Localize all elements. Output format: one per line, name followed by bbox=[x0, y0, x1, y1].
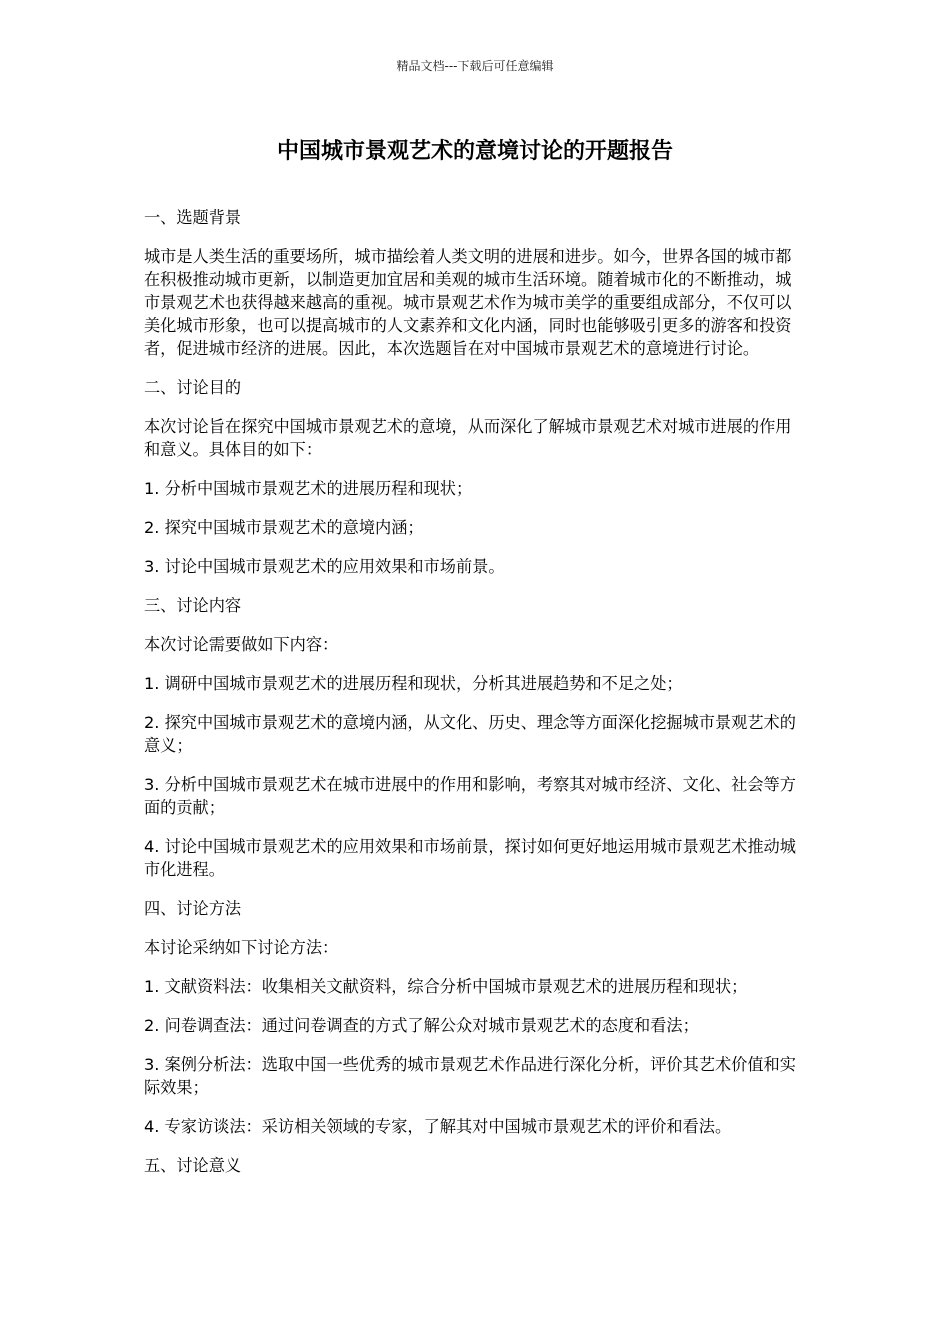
paragraph-methods: 本讨论采纳如下讨论方法： bbox=[144, 938, 339, 957]
header-note: 精品文档---下载后可任意编辑 bbox=[396, 59, 554, 73]
method-item-4: 4. 专家访谈法：采访相关领域的专家，了解其对中国城市景观艺术的评价和看法。 bbox=[144, 1117, 732, 1136]
method-item-3: 3. 案例分析法：选取中国一些优秀的城市景观艺术作品进行深化分析，评价其艺术价值和实际效果； bbox=[144, 1055, 796, 1097]
purpose-item-2: 2. 探究中国城市景观艺术的意境内涵； bbox=[144, 518, 424, 537]
purpose-item-1: 1. 分析中国城市景观艺术的进展历程和现状； bbox=[144, 479, 473, 498]
content-item-3: 3. 分析中国城市景观艺术在城市进展中的作用和影响，考察其对城市经济、文化、社会等方面的贡献； bbox=[144, 775, 796, 817]
paragraph-background: 城市是人类生活的重要场所，城市描绘着人类文明的进展和进步。如今，世界各国的城市都在积极推动城市更新，以制造更加宜居和美观的城市生活环境。随着城市化的不断推动，城市景观艺术也获得越来越高的重视。城市景观艺术作为城市美学的重要组成部分，不仅可以美化城市形象，也可以提高城市的人文素养和文化内涵，同时也能够吸引更多的游客和投资者，促进城市经济的进展。因此，本次选题旨在对中国城市景观艺术的意境进行讨论。 bbox=[144, 247, 792, 358]
method-item-1: 1. 文献资料法：收集相关文献资料，综合分析中国城市景观艺术的进展历程和现状； bbox=[144, 977, 748, 996]
document-body bbox=[144, 206, 804, 1193]
method-item-2: 2. 问卷调查法：通过问卷调查的方式了解公众对城市景观艺术的态度和看法； bbox=[144, 1016, 699, 1035]
paragraph-content: 本次讨论需要做如下内容： bbox=[144, 635, 339, 654]
section-heading-methods: 四、讨论方法 bbox=[144, 899, 242, 918]
section-heading-content: 三、讨论内容 bbox=[144, 596, 242, 615]
content-item-1: 1. 调研中国城市景观艺术的进展历程和现状，分析其进展趋势和不足之处； bbox=[144, 674, 683, 693]
purpose-item-3: 3. 讨论中国城市景观艺术的应用效果和市场前景。 bbox=[144, 557, 505, 576]
content-item-2: 2. 探究中国城市景观艺术的意境内涵，从文化、历史、理念等方面深化挖掘城市景观艺术的意义； bbox=[144, 713, 796, 755]
paragraph-purpose: 本次讨论旨在探究中国城市景观艺术的意境，从而深化了解城市景观艺术对城市进展的作用和意义。具体目的如下： bbox=[144, 417, 792, 459]
section-heading-significance: 五、讨论意义 bbox=[144, 1156, 242, 1175]
section-heading-background: 一、选题背景 bbox=[144, 208, 242, 227]
section-heading-purpose: 二、讨论目的 bbox=[144, 378, 242, 397]
content-item-4: 4. 讨论中国城市景观艺术的应用效果和市场前景，探讨如何更好地运用城市景观艺术推动城市化进程。 bbox=[144, 837, 796, 879]
document-title: 中国城市景观艺术的意境讨论的开题报告 bbox=[276, 139, 673, 164]
